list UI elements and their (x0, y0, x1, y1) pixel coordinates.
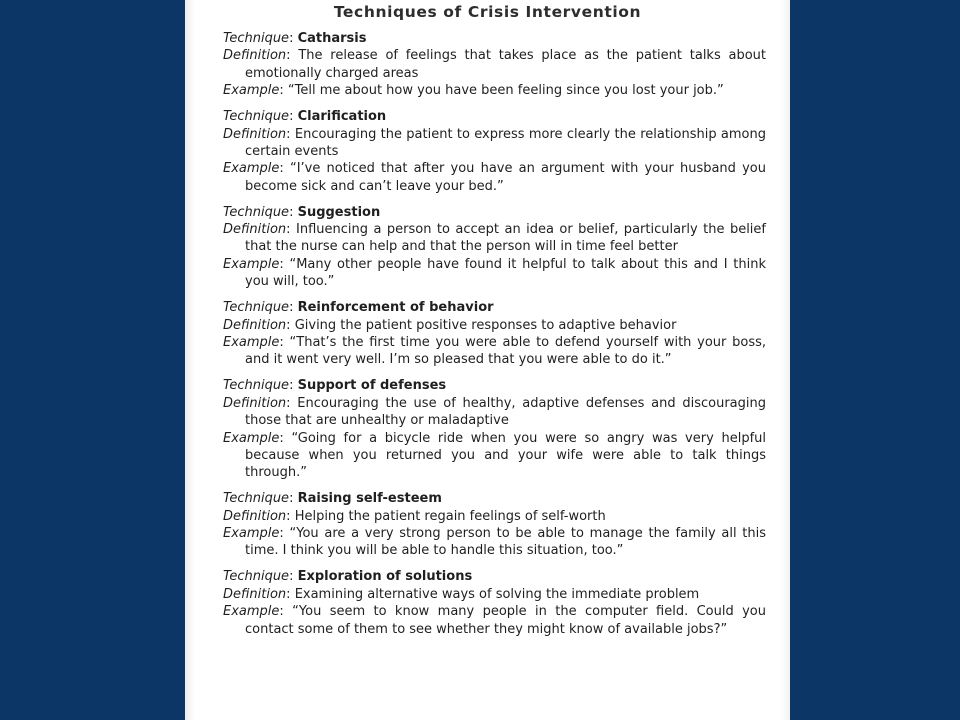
technique-row: Technique: Catharsis (223, 31, 367, 46)
technique-entry (223, 377, 766, 481)
technique-label: Technique (223, 569, 290, 585)
definition-label: Definition (223, 48, 287, 64)
definition-text: The release of feelings that takes place as the patient talks about emotionally charged areas (245, 48, 766, 81)
technique-row: Technique: Clarification (223, 109, 387, 125)
example-text: “That’s the first time you were able to defend yourself with your boss, and it went very well. I’m so pleased that you were able to do it.” (245, 335, 767, 368)
technique-text: Suggestion (297, 204, 381, 220)
definition-text: Encouraging the use of healthy, adaptive defenses and discouraging those that are unhealthy or maladaptive (245, 395, 767, 429)
example-text: “Tell me about how you have been feeling since you lost your job.” (287, 83, 724, 99)
definition-row: Definition: Encouraging the use of healthy, adaptive defenses and discouraging those that are unhealthy or maladaptive (223, 395, 767, 429)
technique-label: Technique (223, 378, 290, 394)
definition-text: Influencing a person to accept an idea or belief, particularly the belief that the nurse can help and that the person will in time feel better (245, 222, 766, 255)
example-label: Example (223, 83, 280, 99)
technique-label: Technique (223, 491, 290, 507)
definition-label: Definition (223, 317, 287, 333)
example-text: “You seem to know many people in the computer field. Could you contact some of them to see whether they might know of available jobs?” (245, 604, 766, 637)
technique-label: Technique (223, 109, 290, 125)
example-row: Example: “That’s the first time you were able to defend yourself with your boss, and it went very well. I’m so pleased that you were able to do it.” (223, 335, 767, 368)
example-row: Example: “Tell me about how you have been feeling since you lost your job.” (223, 83, 724, 99)
example-row: Example: “Going for a bicycle ride when you were so angry was very helpful because when you returned you and your wife were able to talk things through.” (223, 430, 766, 481)
definition-row: Definition: Giving the patient positive responses to adaptive behavior (223, 317, 677, 333)
technique-row: Technique: Reinforcement of behavior (223, 300, 494, 316)
document-title: Techniques of Crisis Intervention (333, 3, 642, 21)
technique-label: Technique (223, 31, 290, 46)
definition-label: Definition (223, 395, 287, 411)
definition-row: Definition: Encouraging the patient to express more clearly the relationship among certain events (223, 126, 766, 159)
example-label: Example (223, 430, 280, 446)
example-row: Example: “You are a very strong person to be able to manage the family all this time. I think you will be able to handle this situation, too.” (223, 526, 766, 559)
example-text: “Many other people have found it helpful to talk about this and I think you will, too.” (245, 256, 766, 290)
definition-row: Definition: The release of feelings that takes place as the patient talks about emotionally charged areas (223, 48, 766, 81)
example-text: “You are a very strong person to be able to manage the family all this time. I think you will be able to handle this situation, too.” (245, 526, 766, 559)
technique-row: Technique: Raising self-esteem (223, 491, 442, 507)
technique-text: Exploration of solutions (297, 569, 473, 585)
example-text: “Going for a bicycle ride when you were so angry was very helpful because when you returned you and your wife were able to talk things through.” (245, 430, 766, 481)
definition-label: Definition (223, 126, 287, 142)
technique-label: Technique (223, 300, 290, 316)
technique-text: Support of defenses (297, 378, 447, 394)
technique-text: Clarification (297, 109, 387, 125)
technique-entry (223, 204, 766, 291)
definition-label: Definition (223, 586, 287, 602)
definition-text: Giving the patient positive responses to adaptive behavior (294, 317, 677, 333)
definition-text: Encouraging the patient to express more clearly the relationship among certain events (245, 126, 766, 159)
technique-entry (223, 108, 766, 195)
technique-row: Technique: Exploration of solutions (223, 569, 473, 585)
technique-entry (223, 299, 766, 369)
technique-row: Technique: Support of defenses (223, 378, 447, 394)
example-label: Example (223, 161, 280, 177)
technique-text: Raising self-esteem (297, 491, 442, 507)
example-text: “I’ve noticed that after you have an argument with your husband you become sick and can’t leave your bed.” (245, 161, 766, 194)
definition-row: Definition: Examining alternative ways of solving the immediate problem (223, 586, 700, 602)
example-label: Example (223, 256, 280, 272)
example-row: Example: “Many other people have found it helpful to talk about this and I think you will, too.” (223, 256, 766, 290)
document-page (185, 0, 790, 720)
technique-row: Technique: Suggestion (223, 204, 381, 220)
technique-entry (223, 490, 766, 560)
definition-row: Definition: Influencing a person to accept an idea or belief, particularly the belief that the nurse can help and that the person will in time feel better (223, 222, 766, 255)
technique-label: Technique (223, 204, 290, 220)
definition-label: Definition (223, 222, 287, 238)
example-label: Example (223, 335, 280, 350)
example-label: Example (223, 604, 280, 620)
technique-list (223, 30, 766, 647)
technique-entry (223, 30, 766, 100)
definition-text: Examining alternative ways of solving the immediate problem (294, 586, 700, 602)
definition-row: Definition: Helping the patient regain feelings of self-worth (223, 508, 606, 524)
technique-text: Reinforcement of behavior (297, 300, 494, 316)
example-row: Example: “I’ve noticed that after you have an argument with your husband you become sick and can’t leave your bed.” (223, 161, 766, 194)
definition-label: Definition (223, 508, 287, 524)
example-row: Example: “You seem to know many people in the computer field. Could you contact some of them to see whether they might know of available jobs?” (223, 604, 766, 637)
technique-entry (223, 568, 766, 638)
definition-text: Helping the patient regain feelings of self-worth (294, 508, 606, 524)
technique-text: Catharsis (297, 31, 367, 46)
example-label: Example (223, 526, 280, 542)
